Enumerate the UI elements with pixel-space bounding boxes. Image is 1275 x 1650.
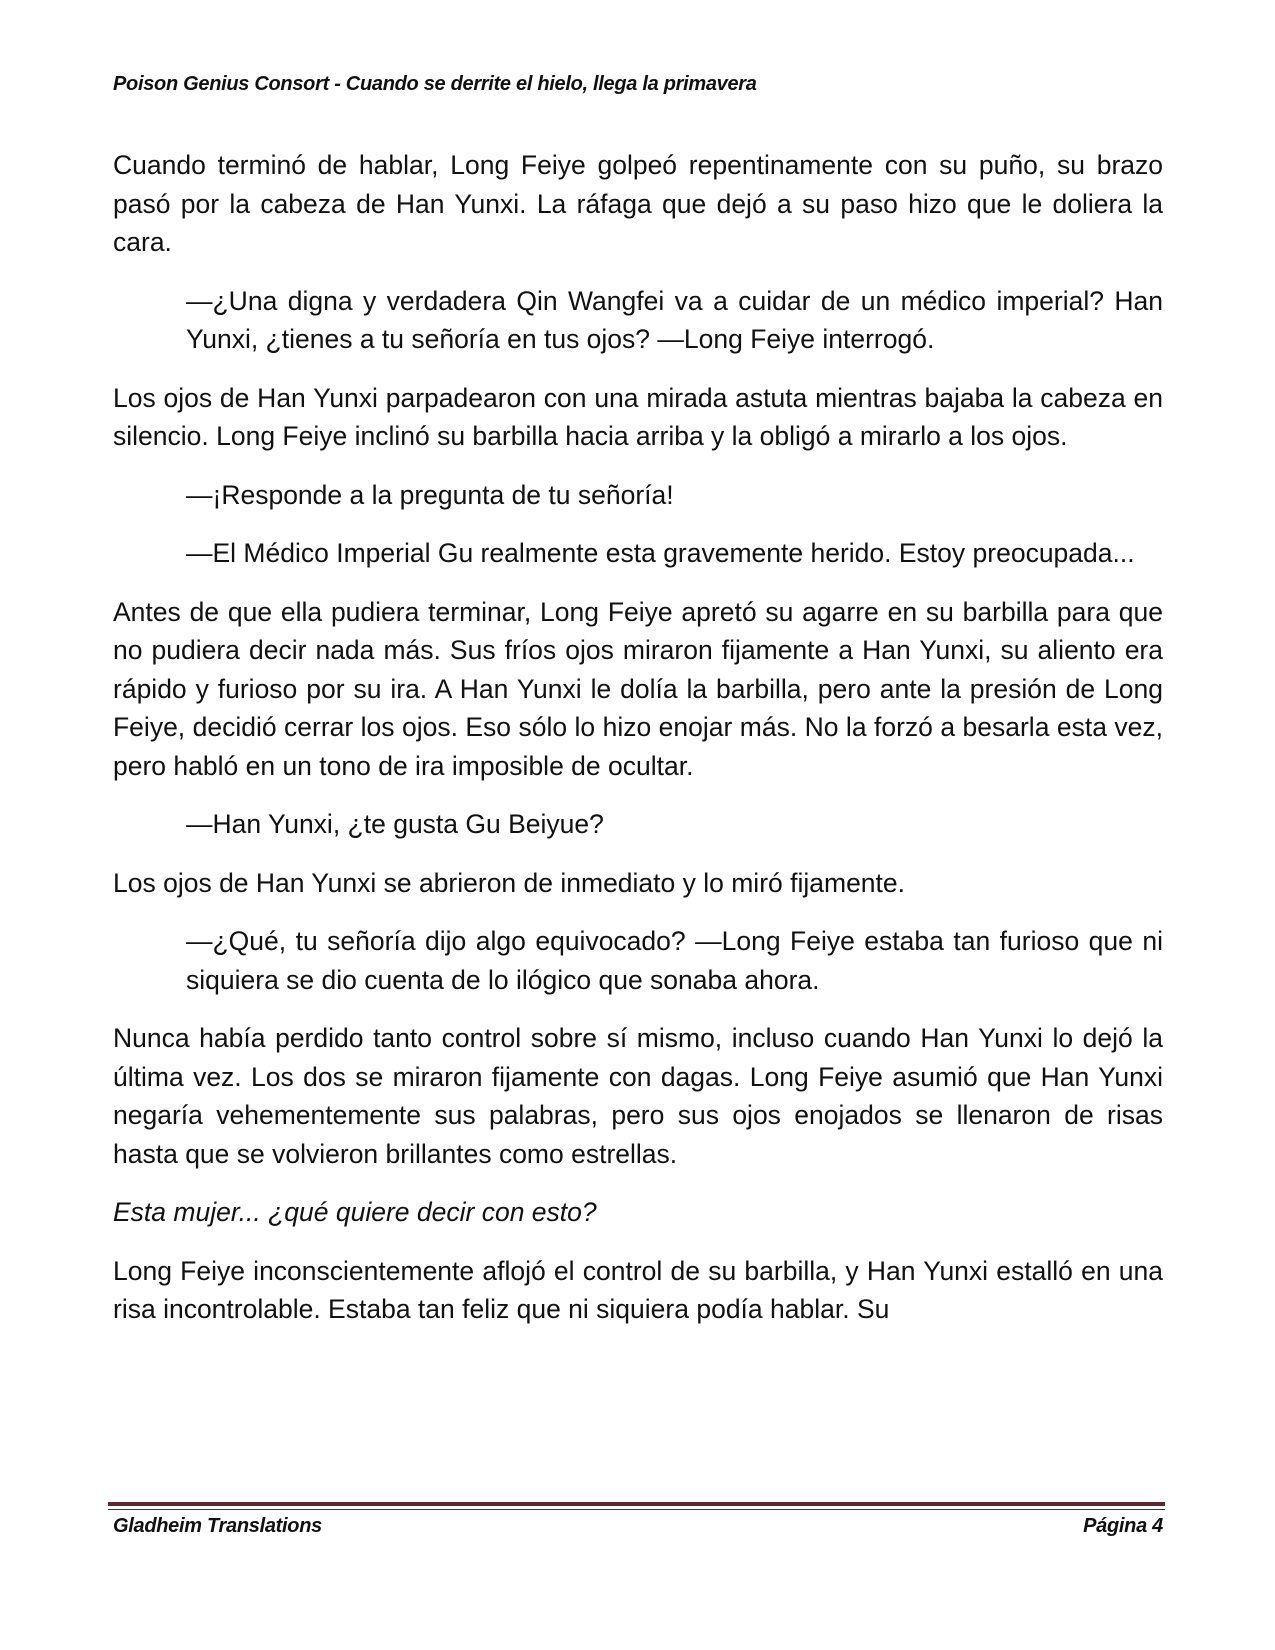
paragraph: Nunca había perdido tanto control sobre sí mismo, incluso cuando Han Yunxi lo dejó la última vez. Los dos se miraron fijamente con dagas. Long Feiye asumió que Han Yunxi negaría vehementemente sus palabras, pero sus ojos enojados se llenaron de risas hasta que se volvieron brillantes como estrellas. — [113, 1023, 1163, 1169]
dialogue-paragraph: —Han Yunxi, ¿te gusta Gu Beiyue? — [186, 809, 604, 839]
dialogue-paragraph: —¿Qué, tu señoría dijo algo equivocado? —Long Feiye estaba tan furioso que ni siquiera se dio cuenta de lo ilógico que sonaba ahora. — [186, 926, 1163, 995]
dialogue-paragraph: —El Médico Imperial Gu realmente esta gravemente herido. Estoy preocupada... — [186, 538, 1135, 568]
footer-translator: Gladheim Translations — [113, 1515, 322, 1537]
paragraph: Cuando terminó de hablar, Long Feiye golpeó repentinamente con su puño, su brazo pasó por la cabeza de Han Yunxi. La ráfaga que dejó a su paso hizo que le doliera la cara. — [113, 150, 1163, 257]
footer-rule-thin — [108, 1509, 1165, 1510]
thought-paragraph: Esta mujer... ¿qué quiere decir con esto? — [113, 1197, 597, 1227]
paragraph: Los ojos de Han Yunxi se abrieron de inmediato y lo miró fijamente. — [113, 867, 906, 898]
dialogue-paragraph: —¿Una digna y verdadera Qin Wangfei va a cuidar de un médico imperial? Han Yunxi, ¿tienes a tu señoría en tus ojos? —Long Feiye interrogó. — [186, 285, 1163, 354]
footer-rule-thick — [108, 1502, 1165, 1506]
paragraph: Long Feiye inconscientemente aflojó el control de su barbilla, y Han Yunxi estalló en una risa incontrolable. Estaba tan feliz que ni siquiera podía hablar. Su — [113, 1255, 1163, 1324]
paragraph: Los ojos de Han Yunxi parpadearon con una mirada astuta mientras bajaba la cabeza en silencio. Long Feiye inclinó su barbilla hacia arriba y la obligó a mirarlo a los ojos. — [113, 382, 1163, 451]
footer-page-number: Página 4 — [1083, 1515, 1163, 1537]
paragraph: Antes de que ella pudiera terminar, Long Feiye apretó su agarre en su barbilla para que no pudiera decir nada más. Sus fríos ojos miraron fijamente a Han Yunxi, su aliento era rápido y furioso por su ira. A Han Yunxi le dolía la barbilla, pero ante la presión de Long Feiye, decidió cerrar los ojos. Eso sólo lo hizo enojar más. No la forzó a besarla esta vez, pero habló en un tono de ira imposible de ocultar. — [113, 596, 1163, 781]
page-header: Poison Genius Consort - Cuando se derrite el hielo, llega la primavera — [113, 73, 757, 95]
body-text — [113, 146, 1163, 1349]
dialogue-paragraph: —¡Responde a la pregunta de tu señoría! — [186, 479, 674, 510]
